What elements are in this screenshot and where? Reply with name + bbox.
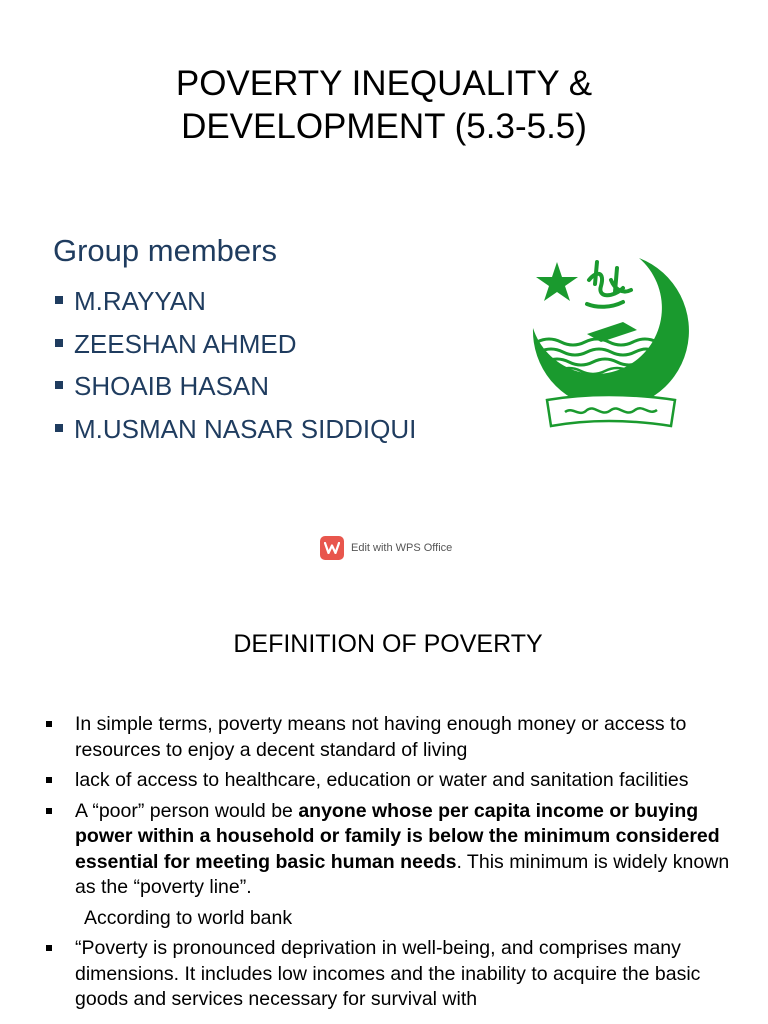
according-line xyxy=(45,906,745,932)
bullet-text-post: . This minimum is widely known as the “poverty line”. xyxy=(75,850,730,898)
square-bullet-icon xyxy=(46,721,52,727)
square-bullet-icon xyxy=(55,381,63,389)
bullet-text: In simple terms, poverty means not having enough money or access to resources to enjoy a decent standard of living xyxy=(75,713,687,761)
member-name: M.RAYYAN xyxy=(74,286,206,316)
member-item xyxy=(55,323,416,366)
bullet-item xyxy=(45,936,745,1013)
wps-watermark xyxy=(320,536,452,560)
square-bullet-icon xyxy=(46,808,52,814)
square-bullet-icon xyxy=(55,296,63,304)
square-bullet-icon xyxy=(55,424,63,432)
university-crescent-star-logo-icon xyxy=(527,250,689,435)
slide-title-line2: DEVELOPMENT (5.3-5.5) xyxy=(181,107,587,146)
definition-bullets xyxy=(45,712,745,1018)
slide-title-line1: POVERTY INEQUALITY & xyxy=(175,64,593,103)
square-bullet-icon xyxy=(46,777,52,783)
bullet-text: lack of access to healthcare, education or water and sanitation facilities xyxy=(75,769,689,791)
bullet-item xyxy=(45,768,745,794)
group-members-heading: Group members xyxy=(53,233,277,268)
according-text: According to world bank xyxy=(84,906,293,929)
university-logo xyxy=(527,250,689,435)
group-members-list xyxy=(55,280,416,450)
member-name: SHOAIB HASAN xyxy=(74,371,270,401)
bullet-text-bold: anyone whose per capita income or buying power within a household or family is below the minimum considered essential for meeting basic human needs xyxy=(75,799,720,873)
bullet-text-pre: A “poor” person would be xyxy=(75,799,299,822)
bullet-text: “Poverty is pronounced deprivation in well-being, and comprises many dimensions. It includes low incomes and the inability to acquire the basic goods and services necessary for survival with xyxy=(75,937,701,1010)
slide-title xyxy=(0,62,768,148)
member-name: M.USMAN NASAR SIDDIQUI xyxy=(74,413,417,444)
member-name: ZEESHAN AHMED xyxy=(74,328,297,359)
member-item xyxy=(55,365,416,408)
square-bullet-icon xyxy=(55,339,63,347)
wps-office-icon xyxy=(320,536,344,560)
square-bullet-icon xyxy=(46,945,52,951)
member-item xyxy=(55,280,416,323)
bullet-item xyxy=(45,799,745,901)
member-item xyxy=(55,408,416,451)
definition-title: DEFINITION OF POVERTY xyxy=(233,630,543,658)
bullet-item xyxy=(45,712,745,763)
wps-watermark-text: Edit with WPS Office xyxy=(351,542,453,554)
